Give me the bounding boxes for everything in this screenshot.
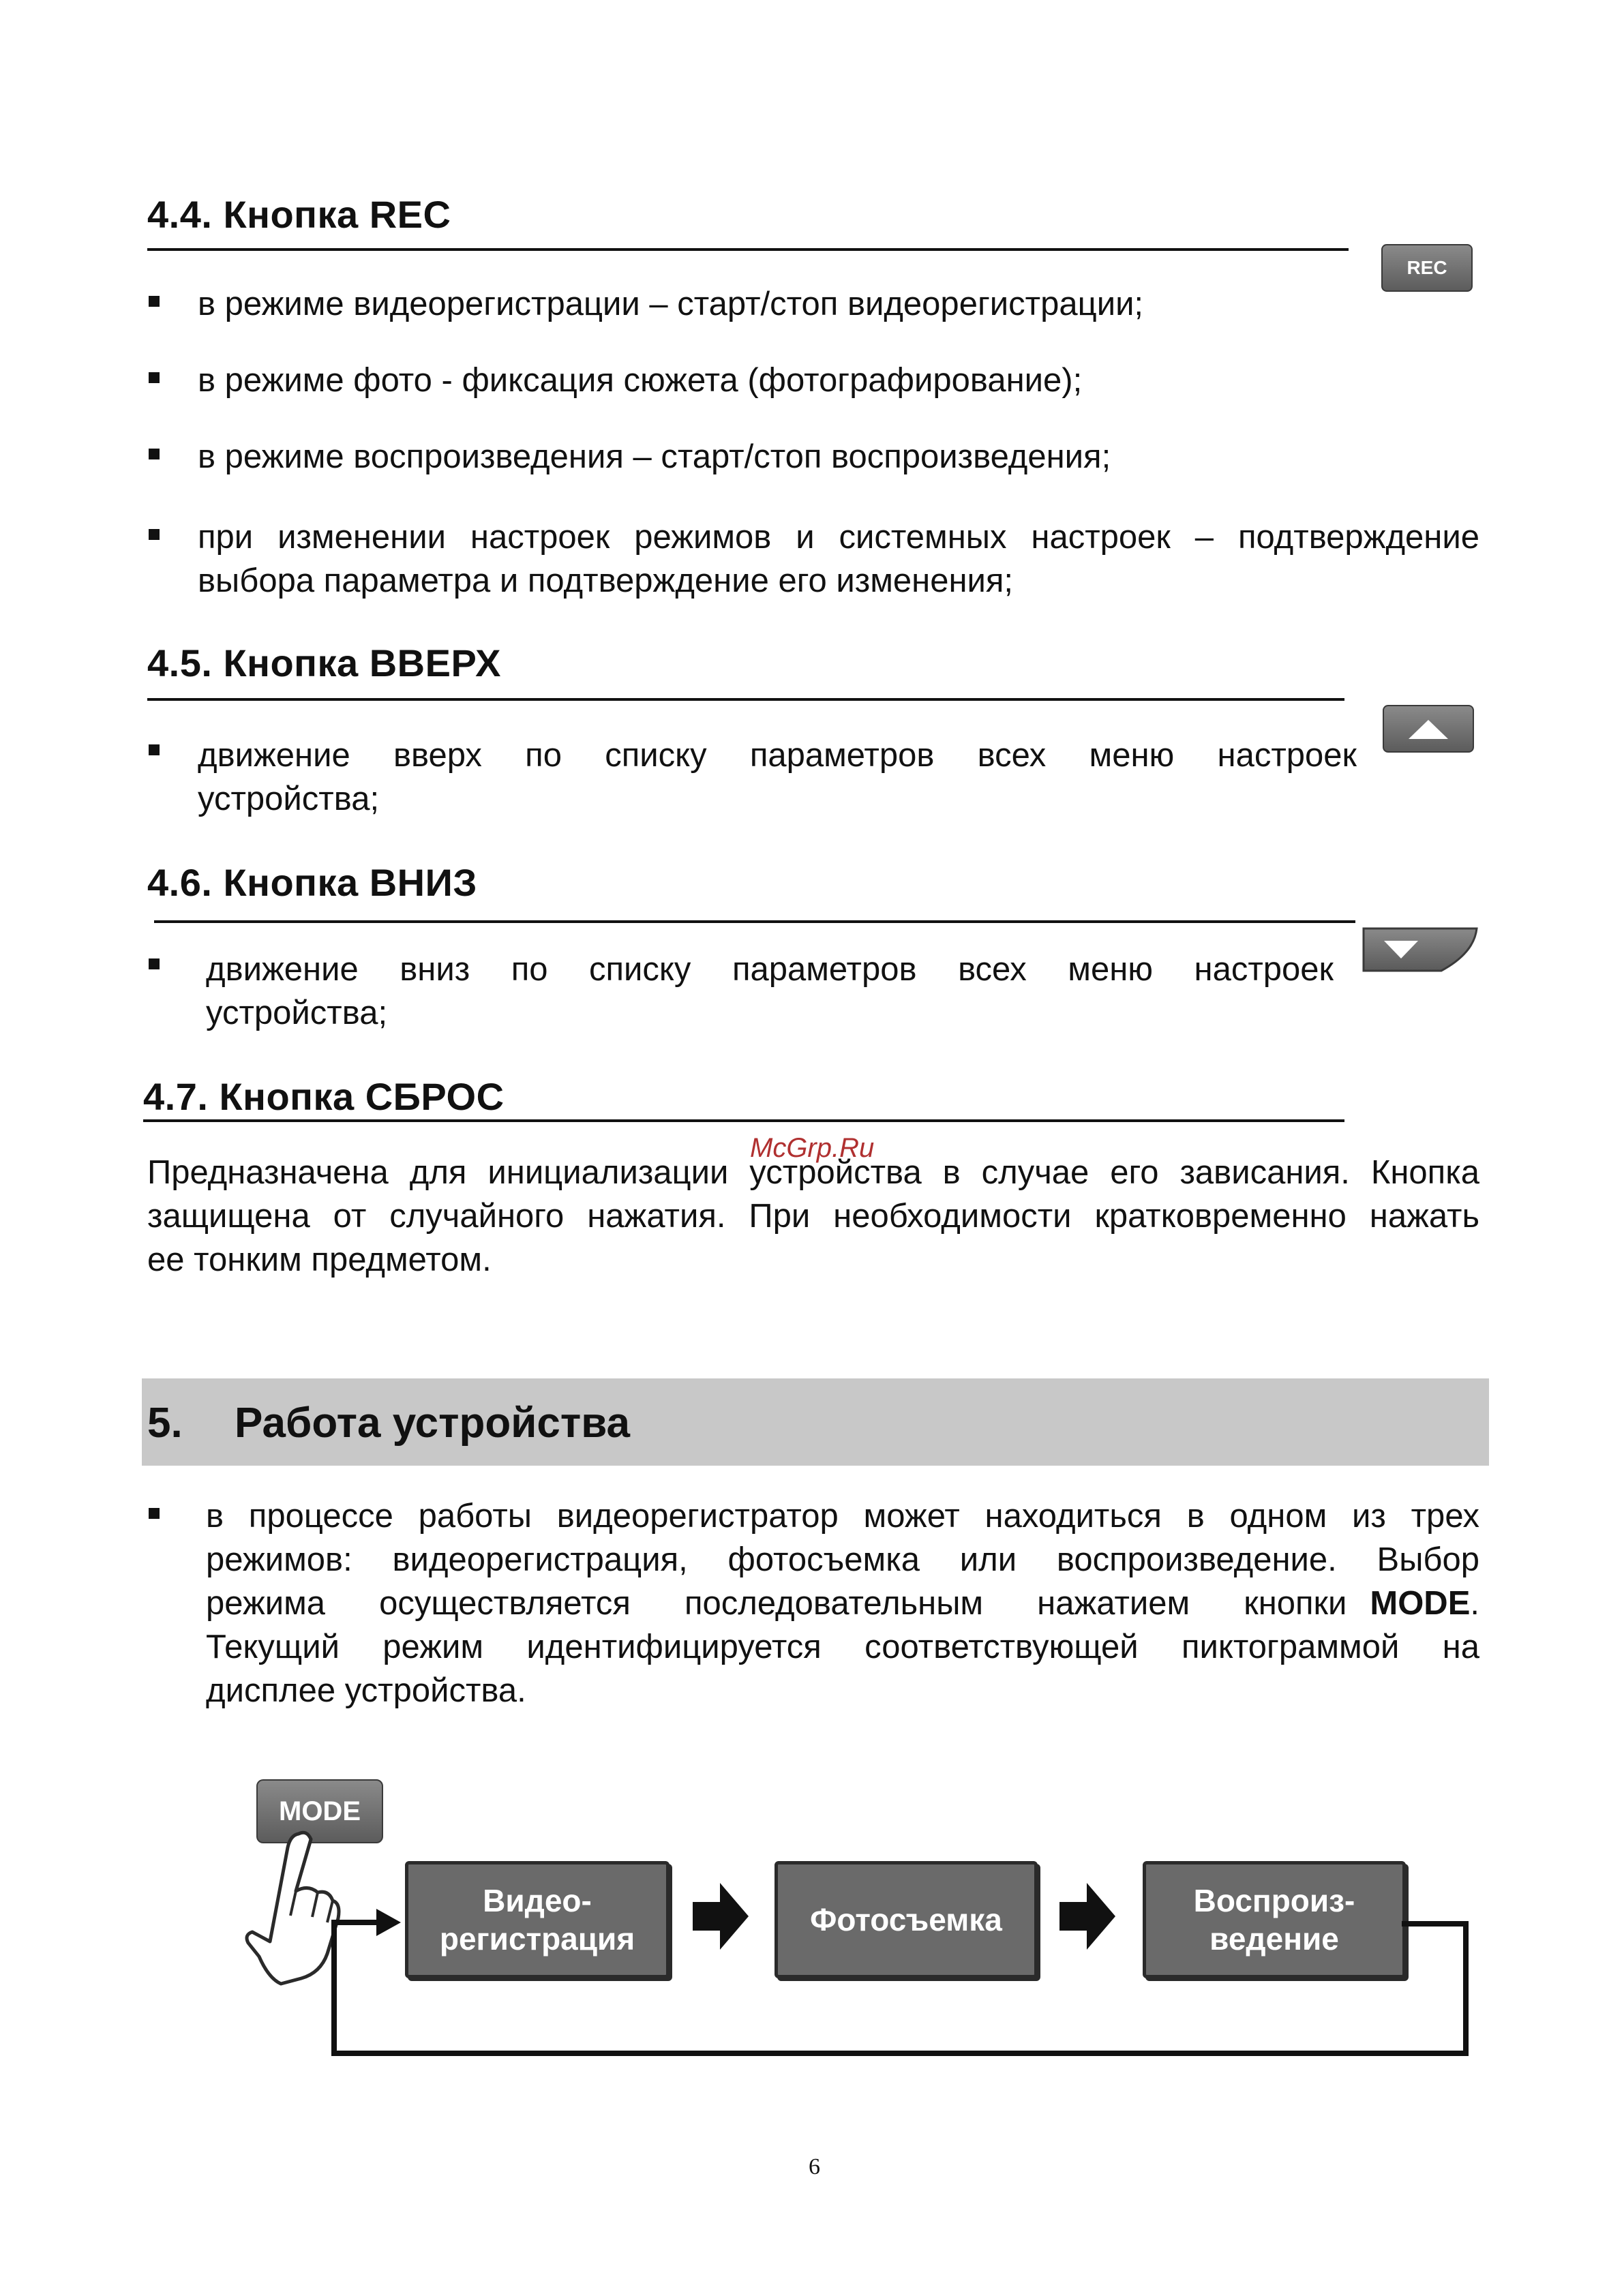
section-title-down: 4.6. Кнопка ВНИЗ [147,861,477,904]
flow-box-playback-line2: ведение [1209,1921,1339,1957]
rec-button-label: REC [1407,257,1447,278]
flow-box-video-line1: Видео- [483,1883,592,1918]
flow-loop-connector [320,1882,1561,2100]
chapter-number: 5. [147,1400,183,1447]
page-number: 6 [809,2154,820,2179]
bullet-icon [149,1508,160,1519]
rec-item-4-line2: выбора параметра и подтверждение его изменения; [198,562,1014,599]
bullet-icon [149,529,160,540]
mode-keyword [1370,1582,1479,1625]
down-item-line1: движение вниз по списку параметров всех меню настроек [206,951,1334,988]
up-item-line1: движение вверх по списку параметров всех меню настроек [198,737,1357,774]
chapter-title: Работа устройства [235,1400,630,1447]
up-arrow-icon [1384,706,1473,751]
section-title-rec: 4.4. Кнопка REC [147,193,451,236]
chapter-para-line-3 [206,1582,1479,1625]
mode-keyword-period: . [1470,1585,1479,1622]
chapter-para-line-1: в процессе работы видеорегистратор может находиться в одном из трех [206,1498,1479,1535]
rec-item-2: в режиме фото - фиксация сюжета (фотографирование); [198,362,1083,399]
chapter-para-line-4: Текущий режим идентифицируется соответствующей пиктограммой на [206,1629,1479,1665]
bullet-icon [149,744,160,755]
bullet-icon [149,958,160,969]
rec-item-3: в режиме воспроизведения – старт/стоп воспроизведения; [198,438,1111,475]
down-arrow-icon [1359,926,1481,976]
section-title-reset: 4.7. Кнопка СБРОС [143,1075,505,1118]
section-rule-down [154,920,1355,923]
rec-item-4-line1: при изменении настроек режимов и системных настроек – подтверждение [198,519,1479,556]
down-button-icon [1359,926,1481,976]
mode-keyword-text: MODE [1370,1585,1471,1622]
bullet-icon [149,372,160,383]
reset-line-1: Предназначена для инициализации устройства в случае его зависания. Кнопка [147,1154,1479,1191]
watermark: McGrp.Ru [750,1133,875,1163]
section-rule-rec [147,248,1349,251]
bullet-icon [149,296,160,307]
section-rule-up [147,698,1344,701]
section-rule-reset [143,1119,1344,1122]
rec-item-1: в режиме видеорегистрации – старт/стоп видеорегистрации; [198,286,1144,322]
mode-button-label: MODE [279,1796,361,1826]
rec-button-icon [1381,244,1473,292]
flow-box-playback-line1: Воспроиз- [1193,1883,1355,1918]
up-button-icon [1383,705,1474,753]
flow-box-photo-text: Фотосъемка [810,1902,1002,1937]
up-item-line2: устройства; [198,781,380,817]
flow-box-video-line2: регистрация [439,1921,635,1957]
chapter-para-line-5: дисплее устройства. [206,1672,526,1709]
chapter-para-line-2: режимов: видеорегистрация, фотосъемка или воспроизведение. Выбор [206,1541,1479,1578]
reset-line-3: ее тонким предметом. [147,1241,492,1278]
reset-line-2: защищена от случайного нажатия. При необходимости кратковременно нажать [147,1198,1479,1235]
section-title-up: 4.5. Кнопка ВВЕРХ [147,641,502,684]
down-item-line2: устройства; [206,995,388,1031]
bullet-icon [149,449,160,459]
chapter-para-line-3-text: режима осуществляется последовательным нажатием кнопки [206,1585,1347,1622]
